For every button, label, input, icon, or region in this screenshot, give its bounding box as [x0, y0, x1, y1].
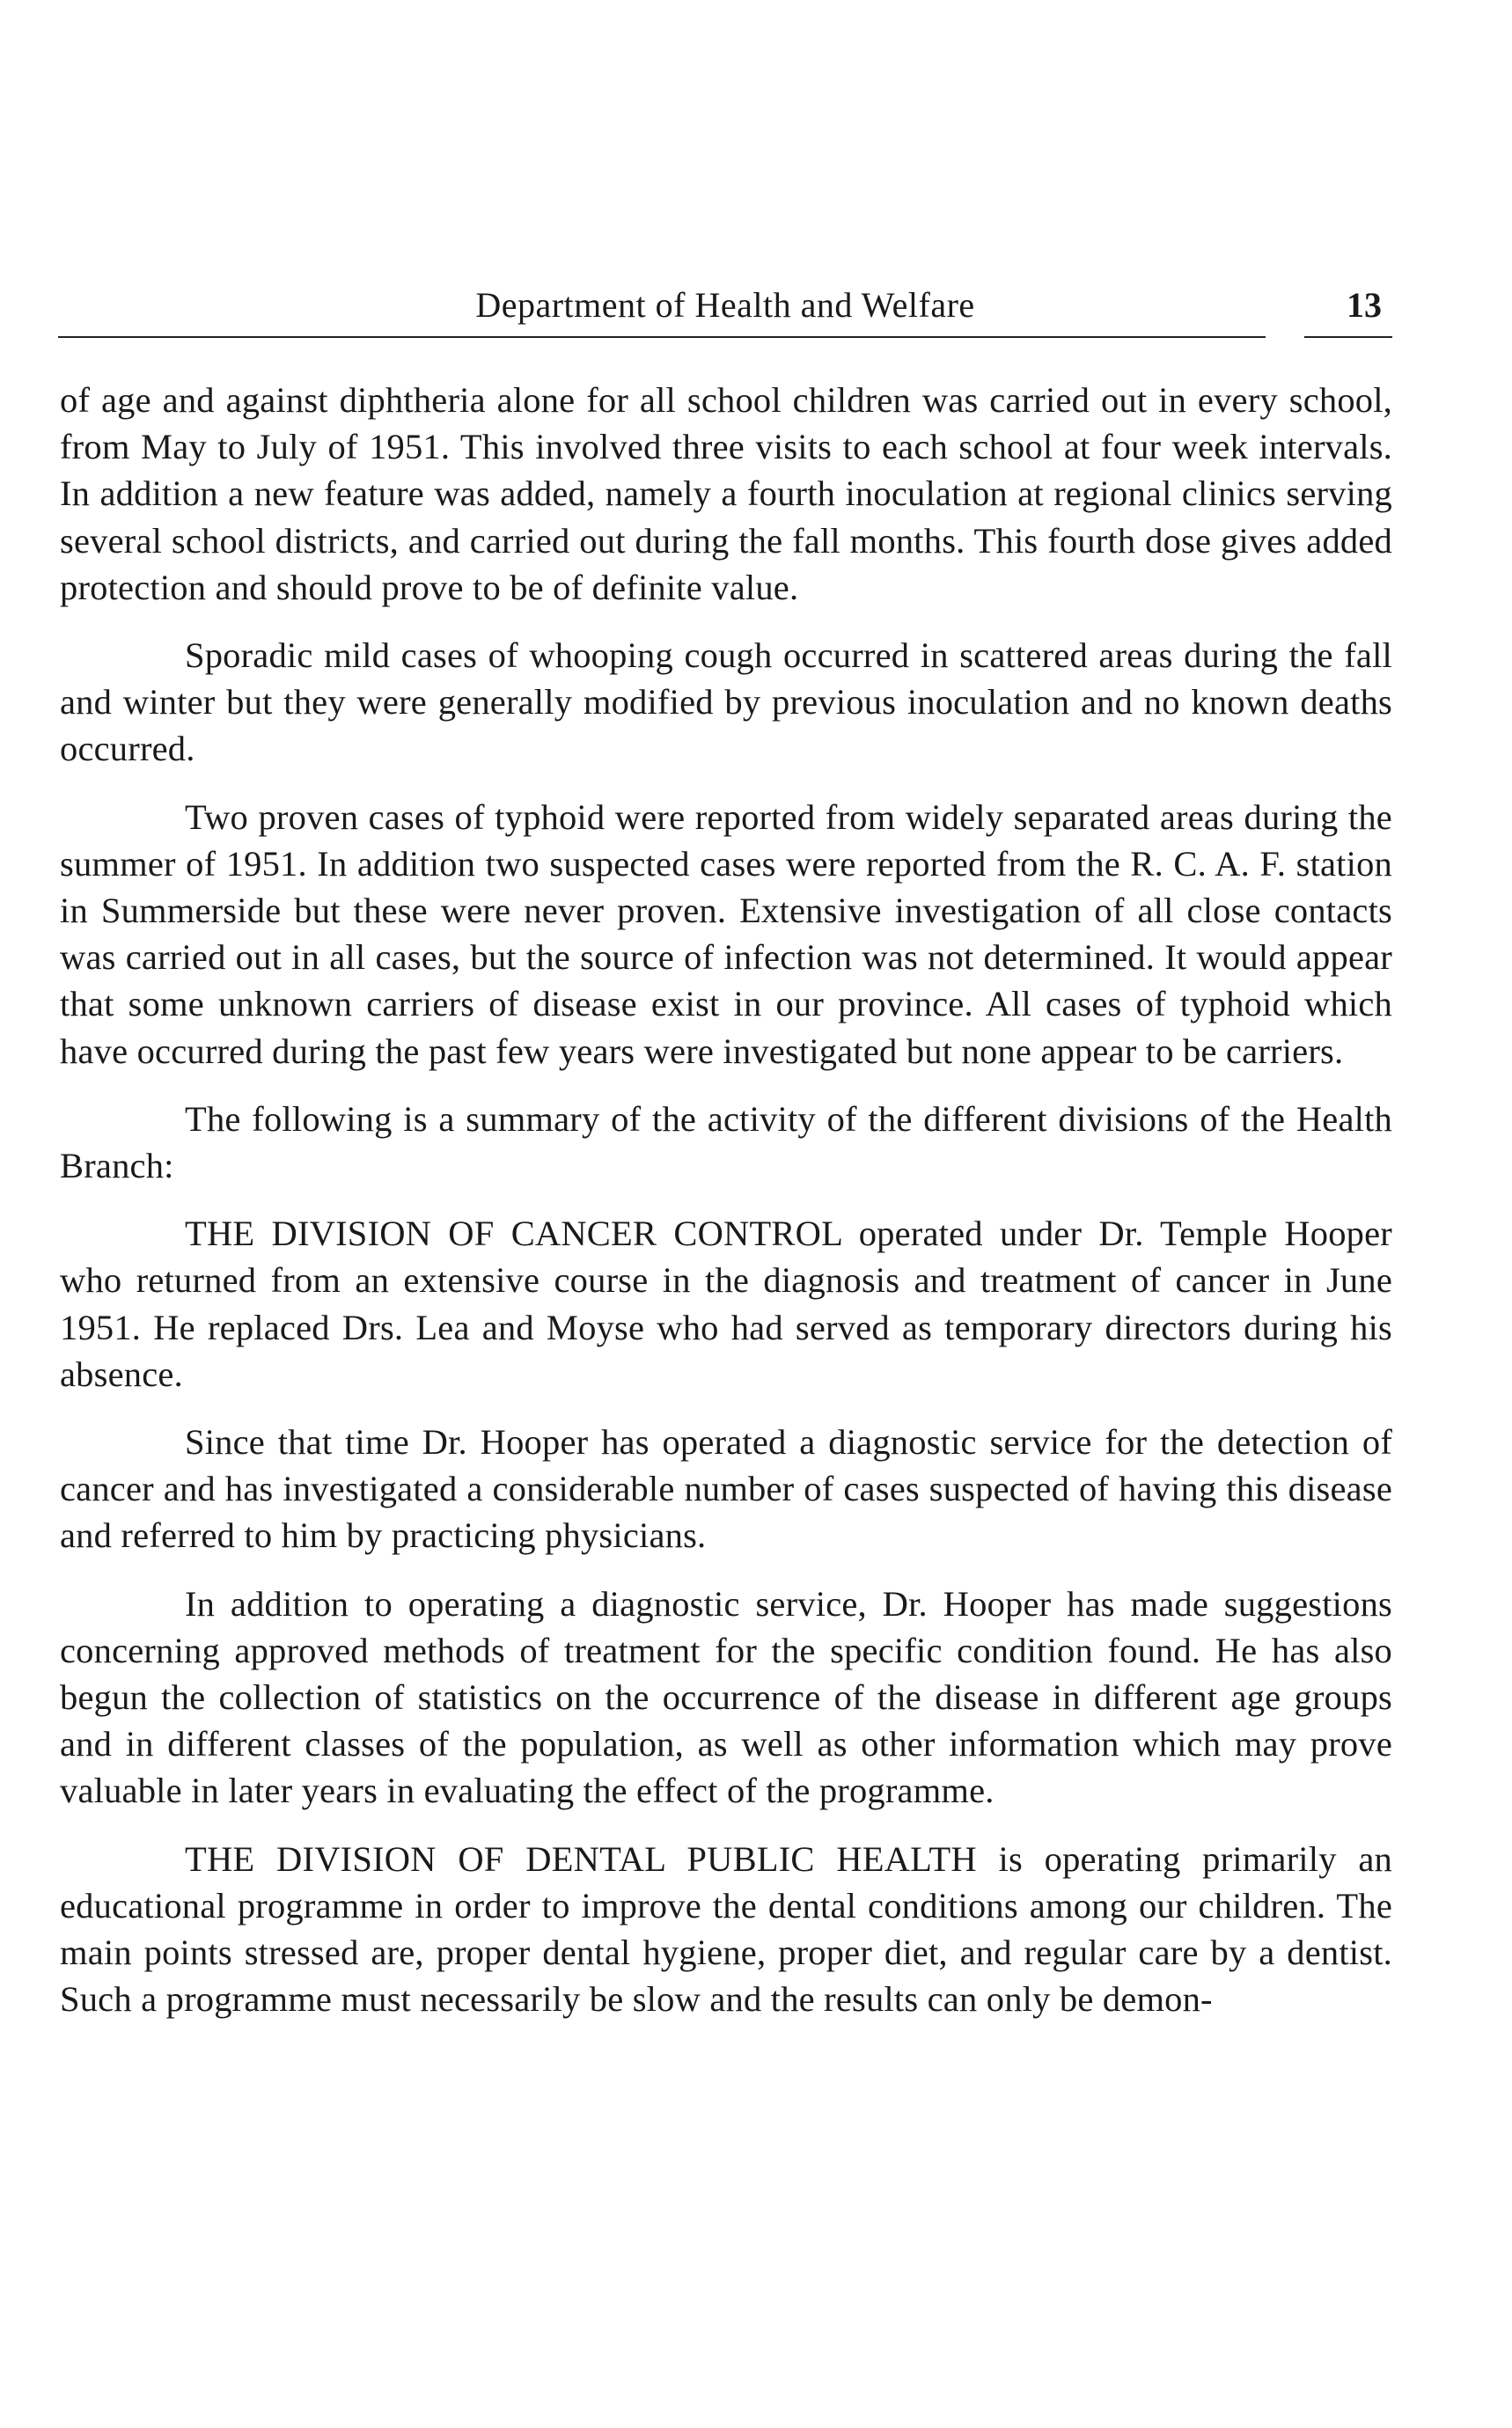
paragraph-continuation: of age and against diphtheria alone for all school children was carried out in every school, from May to July of 1951. This involved three visits to each school at four week intervals. In addition a new feature was added, namely a fourth inoculation at regional clinics serving several school districts, and carried out during the fall months. This fourth dose gives added protection and should prove to be of definite value.: [60, 380, 1392, 607]
paragraph-summary-intro: The following is a summary of the activity of the different divisions of the Health Branch:: [60, 1098, 1392, 1186]
body-text: [60, 377, 1392, 2044]
page-number-rule: [1304, 336, 1392, 338]
paragraph-typhoid: Two proven cases of typhoid were reported from widely separated areas during the summer of 1951. In addition two suspected cases were reported from the R. C. A. F. station in Summerside but these were never proven. Extensive investigation of all close contacts was carried out in all cases, but the source of infection was not determined. It would appear that some unknown carriers of disease exist in our province. All cases of typhoid which have occurred during the past few years were investigated but none appear to be carriers.: [60, 796, 1392, 1071]
paragraph-dental-public-health: THE DIVISION OF DENTAL PUBLIC HEALTH is operating primarily an educational programme in order to improve the dental conditions among our children. The main points stressed are, proper dental hygiene, proper diet, and regular care by a dentist. Such a programme must necessarily be slow and the results can only be demon-: [60, 1838, 1392, 2020]
running-head: [60, 280, 1391, 331]
page-number: 13: [1347, 285, 1382, 325]
paragraph-diagnostic-service: Since that time Dr. Hooper has operated a diagnostic service for the detection of cancer and has investigated a considerable number of cases suspected of having this disease and referred to him by practicing physicians.: [60, 1422, 1392, 1556]
paragraph-whooping-cough: Sporadic mild cases of whooping cough occurred in scattered areas during the fall and winter but they were generally modified by previous inoculation and no known deaths occurred.: [60, 635, 1392, 769]
running-head-title: Department of Health and Welfare: [475, 285, 975, 325]
header-rule: [58, 336, 1266, 338]
paragraph-treatment-statistics: In addition to operating a diagnostic service, Dr. Hooper has made suggestions concerning approved methods of treatment for the specific condition found. He has also begun the collection of statistics on the occurrence of the disease in different age groups and in different classes of the population, as well as other information which may prove valuable in later years in evaluating the effect of the programme.: [60, 1583, 1392, 1811]
paragraph-cancer-control: THE DIVISION OF CANCER CONTROL operated under Dr. Temple Hooper who returned from an extensive course in the diagnosis and treatment of cancer in June 1951. He replaced Drs. Lea and Moyse who had served as temporary directors during his absence.: [60, 1214, 1392, 1394]
